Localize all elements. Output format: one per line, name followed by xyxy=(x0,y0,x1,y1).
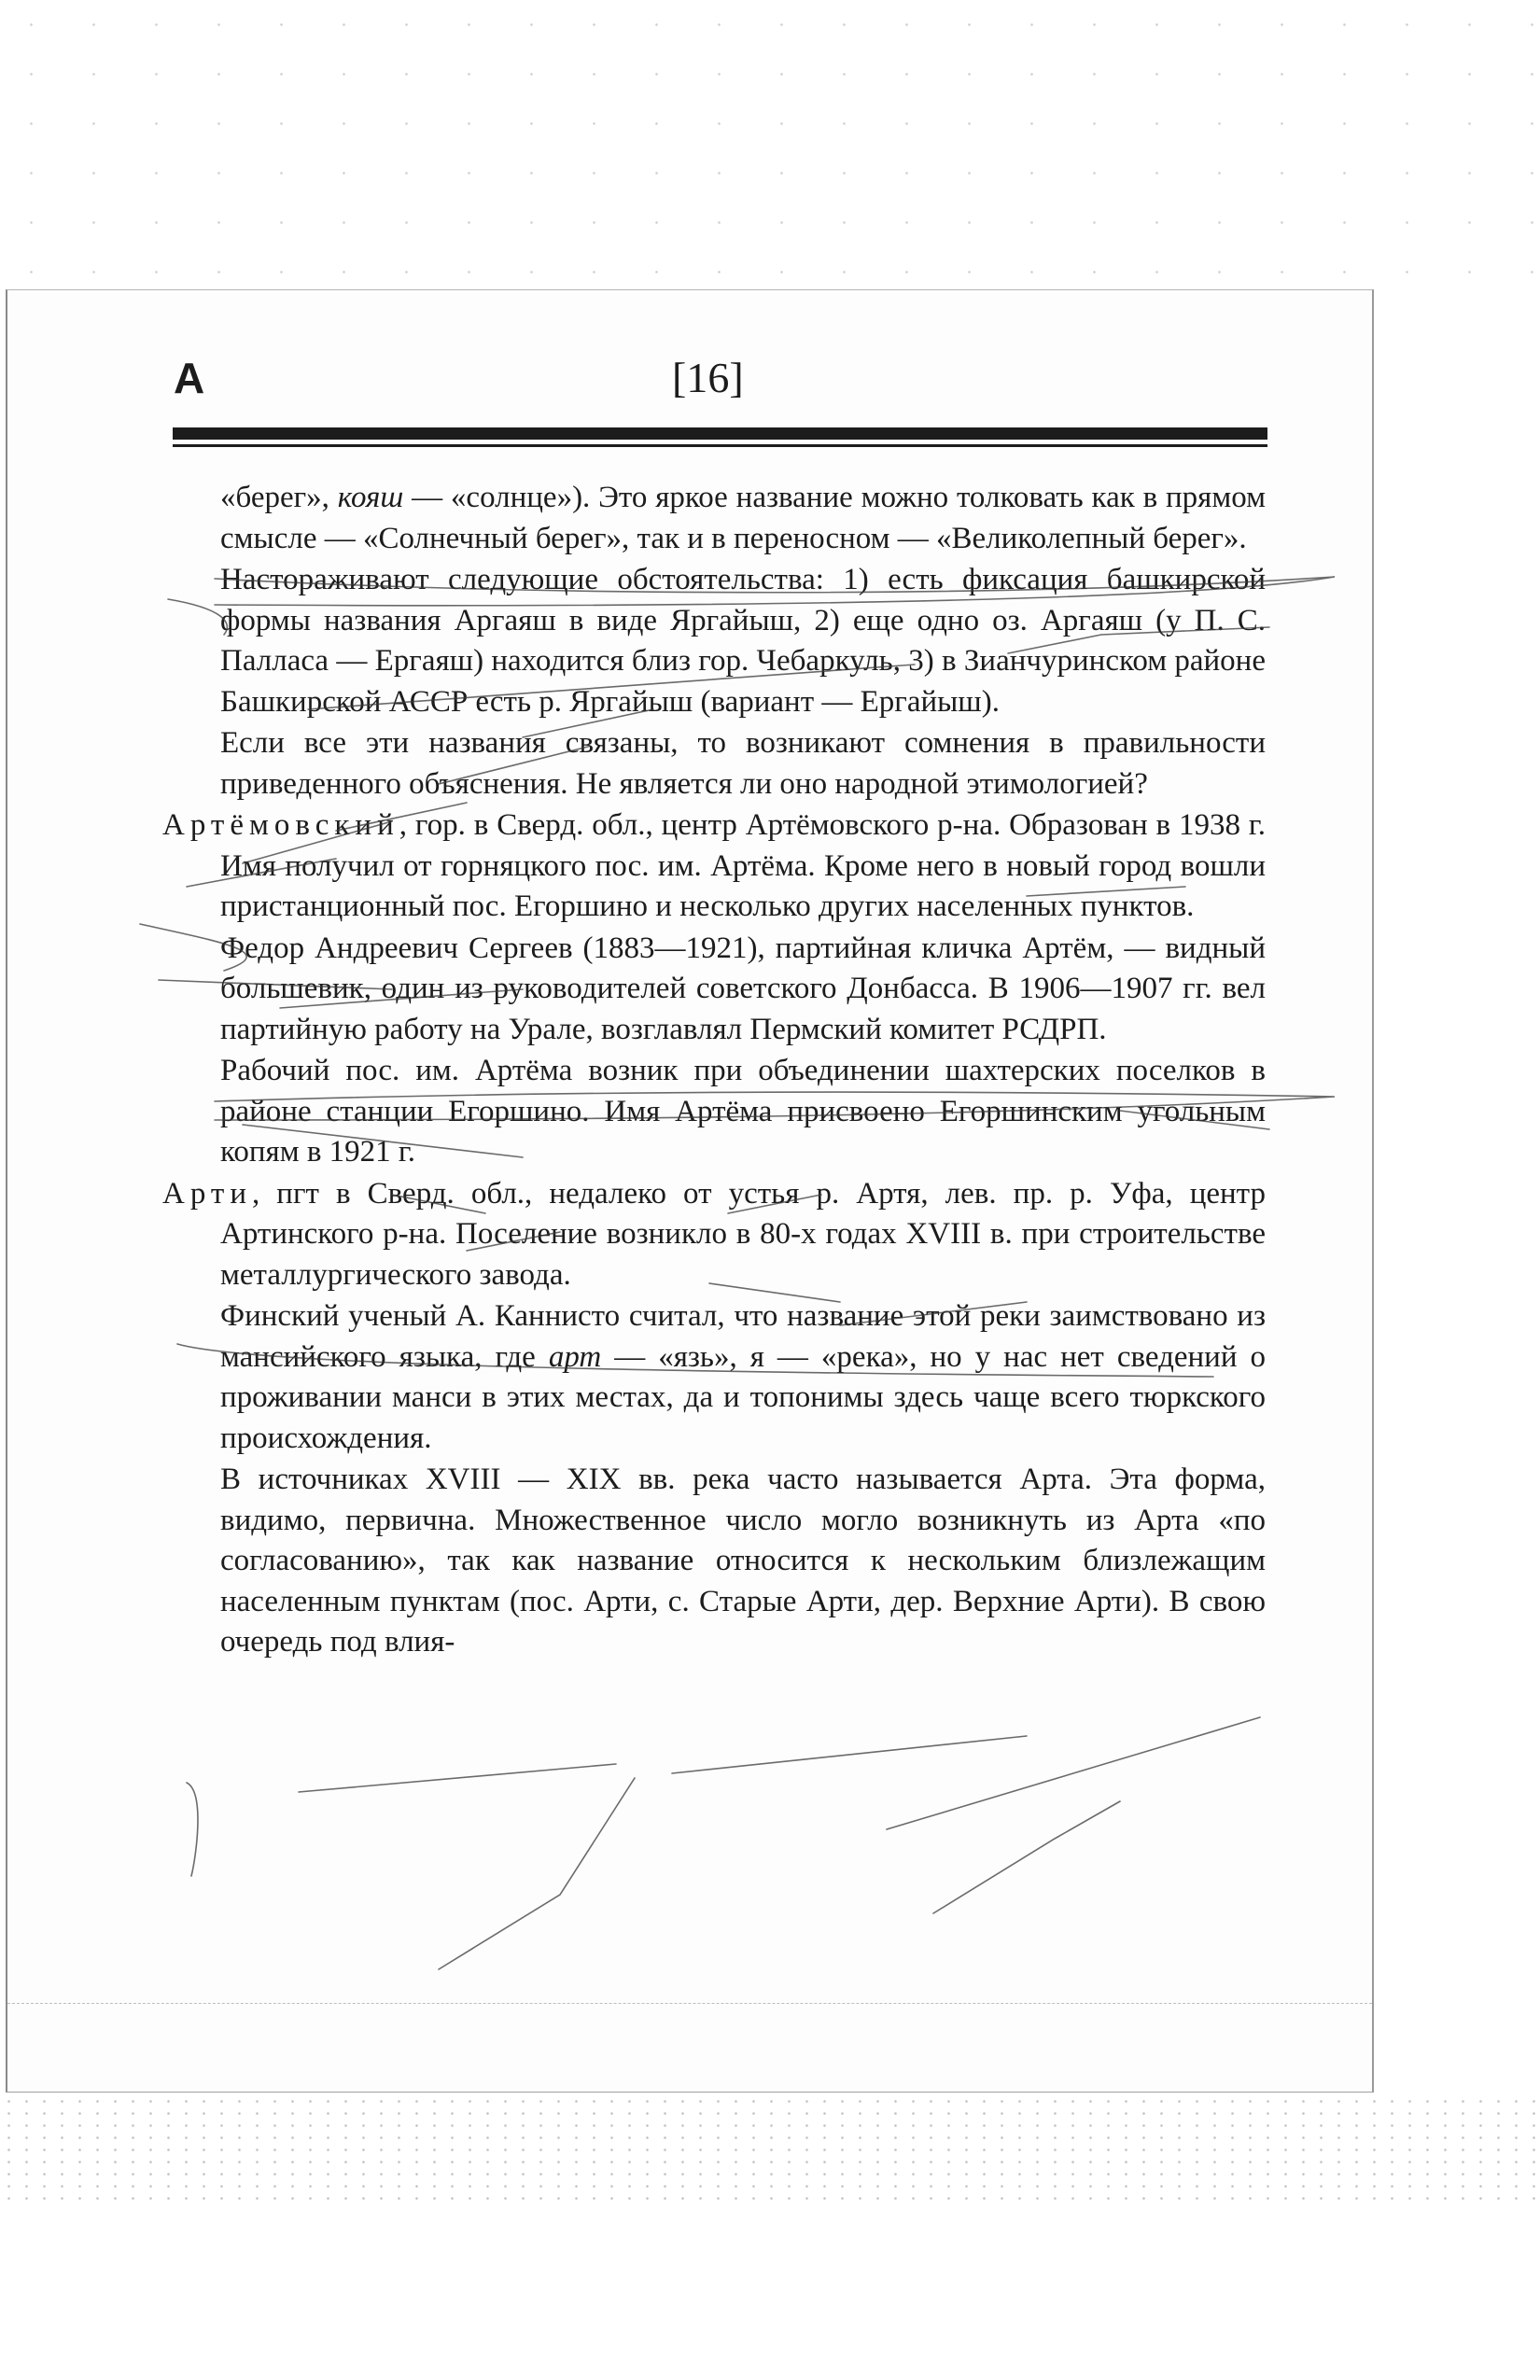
paragraph-8: Финский ученый А. Каннисто считал, что название этой реки заимствовано из мансийского языка, где арт — «язь», я — «река», но у нас нет сведений о проживании манси в этих местах, да и топонимы здесь чаще всего тюркского происхождения. xyxy=(220,1299,1267,1455)
entry-headword: Арти xyxy=(162,1176,252,1211)
scan-noise-top xyxy=(0,0,1540,280)
header-rule-thick xyxy=(173,427,1267,440)
page-number: [16] xyxy=(672,354,744,401)
italic-word: арт xyxy=(548,1339,602,1374)
paragraph-1: «берег», кояш — «солнце»). Это яркое название можно толковать как в прямом смысле — «Солнечный берег», так и в переносном — «Великолепный берег». xyxy=(220,481,1266,555)
section-letter: А xyxy=(174,354,205,402)
italic-word: кояш xyxy=(337,481,404,514)
paragraph-5: Федор Андреевич Сергеев (1883—1921), партийная кличка Артём, — видный большевик, один из руководителей советского Донбасса. В 1906—1907 гг. вел партийную работу на Урале, возглавлял Пермский комитет РСДРП. xyxy=(220,931,1266,1046)
paragraph-2: Настораживают следующие обстоятельства: 1) есть фиксация башкирской формы названия Аргаяш в виде Яргайыш, 2) еще одно оз. Аргаяш (у П. С. Палласа — Ергаяш) находится близ гор. Чебаркуль, 3) в Зианчуринском районе Башкирской АССР есть р. Яргайыш (вариант — Ергайыш). xyxy=(220,563,1266,719)
header-rule-thin xyxy=(173,444,1267,447)
entry-arti: Арти, пгт в Сверд. обл., недалеко от устья р. Артя, лев. пр. р. Уфа, центр Артинского р-на. Поселение возникло в 80-х годах XVIII в. при строительстве металлургического завода. xyxy=(162,1176,1266,1292)
paragraph-6: Рабочий пос. им. Артёма возник при объединении шахтерских поселков в районе станции Егоршино. Имя Артёма присвоено Егоршинским угольным копям в 1921 г. xyxy=(220,1054,1266,1169)
scan-noise-bottom xyxy=(0,2095,1540,2207)
article-body xyxy=(162,478,1267,1664)
paragraph-9: В источниках XVIII — XIX вв. река часто называется Арта. Эта форма, видимо, первична. Множественное число могло возникнуть из Арта «по согласованию», так как название относится к нескольким близлежащим населенным пунктам (пос. Арти, с. Старые Арти, дер. Верхние Арти). В свою очередь под влия- xyxy=(220,1463,1266,1659)
paragraph-3: Если все эти названия связаны, то возникают сомнения в правильности приведенного объяснения. Не является ли оно народной этимологией? xyxy=(220,726,1266,801)
entry-headword: Артёмовский xyxy=(162,808,399,842)
entry-artemovsky: Артёмовский, гор. в Сверд. обл., центр Артёмовского р-на. Образован в 1938 г. Имя получил от горняцкого пос. им. Артёма. Кроме него в новый город вошли пристанционный пос. Егоршино и несколько других населенных пунктов. xyxy=(162,808,1266,923)
